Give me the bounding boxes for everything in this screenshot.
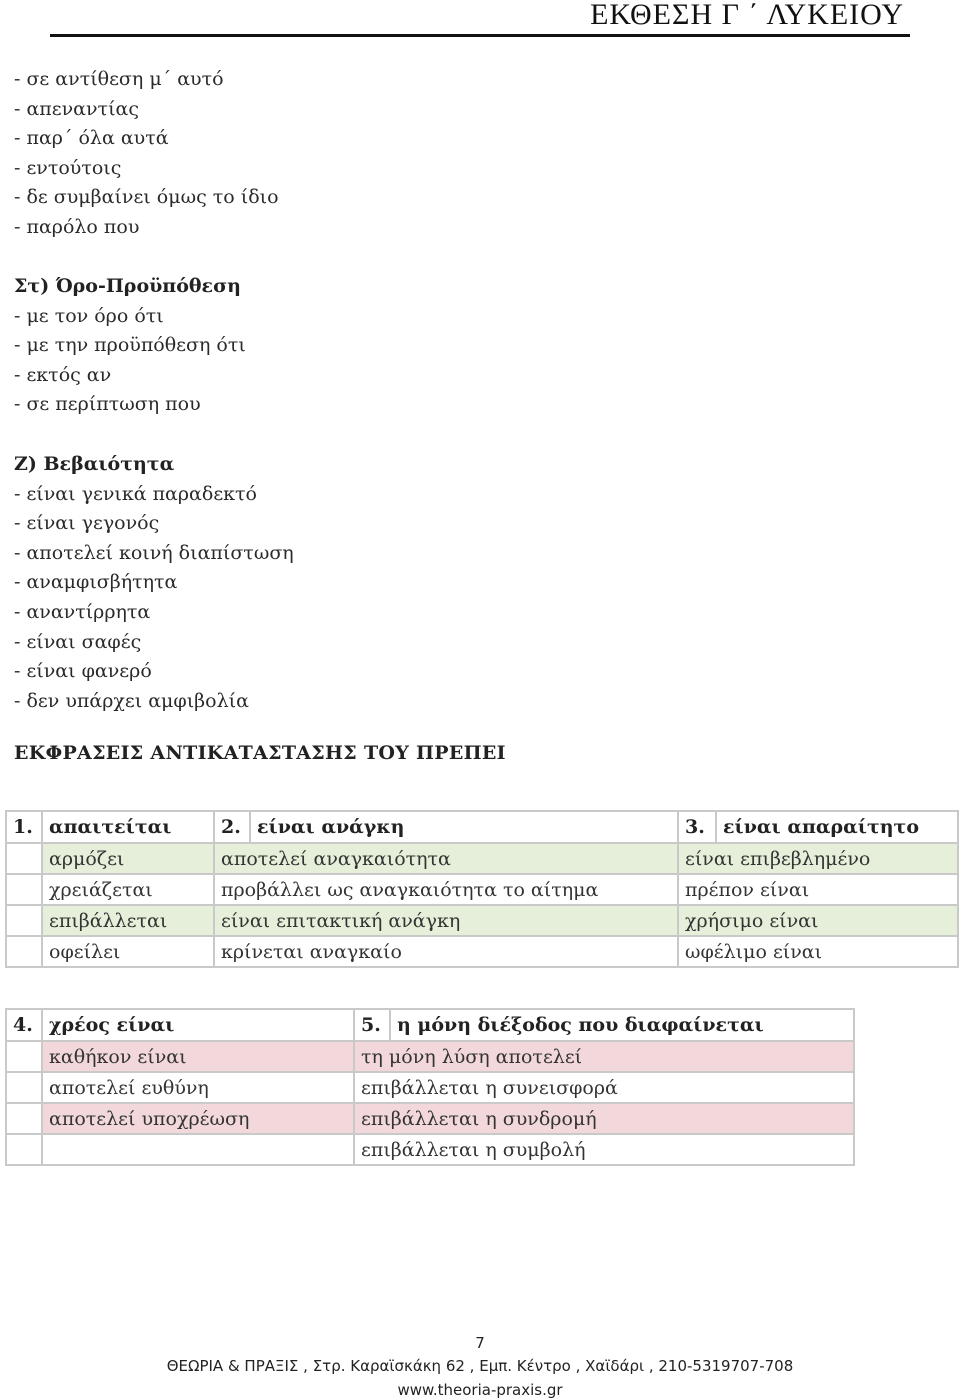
certainty-list: [14, 450, 294, 716]
header-title: ΕΚΘΕΣΗ Γ ΄ ΛΥΚΕΙΟΥ: [590, 0, 904, 31]
table-cell: τη μόνη λύση αποτελεί: [354, 1041, 854, 1072]
table-row: [6, 905, 958, 936]
list-item: - με τον όρο ότι: [14, 304, 164, 327]
list-item: - αναμφισβήτητα: [14, 571, 178, 594]
header-label: η μόνη διέξοδος που διαφαίνεται: [390, 1009, 854, 1041]
list-item: - αποτελεί κοινή διαπίστωση: [14, 541, 294, 564]
header-label: απαιτείται: [42, 811, 214, 843]
table-cell: οφείλει: [42, 936, 214, 967]
footer-address: ΘΕΩΡΙΑ & ΠΡΑΞΙΣ , Στρ. Καραϊσκάκη 62 , Εμπ. Κέντρο , Χαϊδάρι , 210-5319707-708: [166, 1357, 794, 1375]
list-item: - με την προϋπόθεση ότι: [14, 334, 246, 357]
certainty-heading: Ζ) Βεβαιότητα: [14, 453, 175, 475]
table-cell: πρέπον είναι: [678, 874, 958, 905]
list-item: - είναι γεγονός: [14, 512, 160, 535]
list-item: - είναι σαφές: [14, 630, 142, 653]
header-number: 4.: [6, 1009, 42, 1041]
table-row: [6, 1103, 854, 1134]
list-item: - παρόλο που: [14, 215, 140, 238]
table-row: [6, 936, 958, 967]
table-cell: [42, 1134, 354, 1165]
header-label: χρέος είναι: [42, 1009, 354, 1041]
table-cell: αποτελεί ευθύνη: [42, 1072, 354, 1103]
table-cell: κρίνεται αναγκαίο: [214, 936, 678, 967]
table-cell: αρμόζει: [42, 843, 214, 874]
table-header-row: [6, 811, 958, 843]
header-label: είναι ανάγκη: [250, 811, 678, 843]
contrast-list: [14, 65, 279, 243]
expressions-table-1: [5, 810, 959, 968]
table-cell: αποτελεί υποχρέωση: [42, 1103, 354, 1134]
table-row: [6, 843, 958, 874]
footer-website: www.theoria-praxis.gr: [397, 1381, 563, 1399]
page-number: 7: [475, 1334, 485, 1352]
table-cell: επιβάλλεται: [42, 905, 214, 936]
list-item: - σε αντίθεση μ΄ αυτό: [14, 68, 224, 90]
list-item: - εκτός αν: [14, 363, 112, 386]
condition-heading: Στ) Όρο-Προϋπόθεση: [14, 275, 241, 297]
table-cell: είναι επιτακτική ανάγκη: [214, 905, 678, 936]
header-number: 2.: [214, 811, 250, 843]
list-item: - αναντίρρητα: [14, 600, 151, 623]
list-item: - απεναντίας: [14, 97, 139, 120]
table-cell: ωφέλιμο είναι: [678, 936, 958, 967]
table-cell: προβάλλει ως αναγκαιότητα το αίτημα: [214, 874, 678, 905]
list-item: - είναι γενικά παραδεκτό: [14, 482, 257, 505]
table-row: [6, 874, 958, 905]
table-cell: επιβάλλεται η συμβολή: [354, 1134, 854, 1165]
list-item: - δεν υπάρχει αμφιβολία: [14, 689, 249, 712]
table-row: [6, 1134, 854, 1165]
expressions-table-2: [5, 1008, 855, 1166]
header-number: 3.: [678, 811, 716, 843]
table-row: [6, 1072, 854, 1103]
table-row: [6, 1041, 854, 1072]
table-cell: αποτελεί αναγκαιότητα: [214, 843, 678, 874]
table-cell: καθήκον είναι: [42, 1041, 354, 1072]
table-cell: επιβάλλεται η συνδρομή: [354, 1103, 854, 1134]
section-title: ΕΚΦΡΑΣΕΙΣ ΑΝΤΙΚΑΤΑΣΤΑΣΗΣ ΤΟΥ ΠΡΕΠΕΙ: [14, 742, 506, 764]
header-label: είναι απαραίτητο: [716, 811, 958, 843]
table-header-row: [6, 1009, 854, 1041]
table-cell: είναι επιβεβλημένο: [678, 843, 958, 874]
list-item: - εντούτοις: [14, 156, 122, 179]
condition-list: [14, 272, 246, 420]
list-item: - δε συμβαίνει όμως το ίδιο: [14, 186, 279, 209]
page-header: [50, 0, 910, 37]
list-item: - σε περίπτωση που: [14, 393, 201, 416]
header-number: 1.: [6, 811, 42, 843]
list-item: - παρ΄ όλα αυτά: [14, 127, 169, 150]
header-number: 5.: [354, 1009, 390, 1041]
table-cell: επιβάλλεται η συνεισφορά: [354, 1072, 854, 1103]
table-cell: χρειάζεται: [42, 874, 214, 905]
list-item: - είναι φανερό: [14, 660, 152, 683]
table-cell: χρήσιμο είναι: [678, 905, 958, 936]
